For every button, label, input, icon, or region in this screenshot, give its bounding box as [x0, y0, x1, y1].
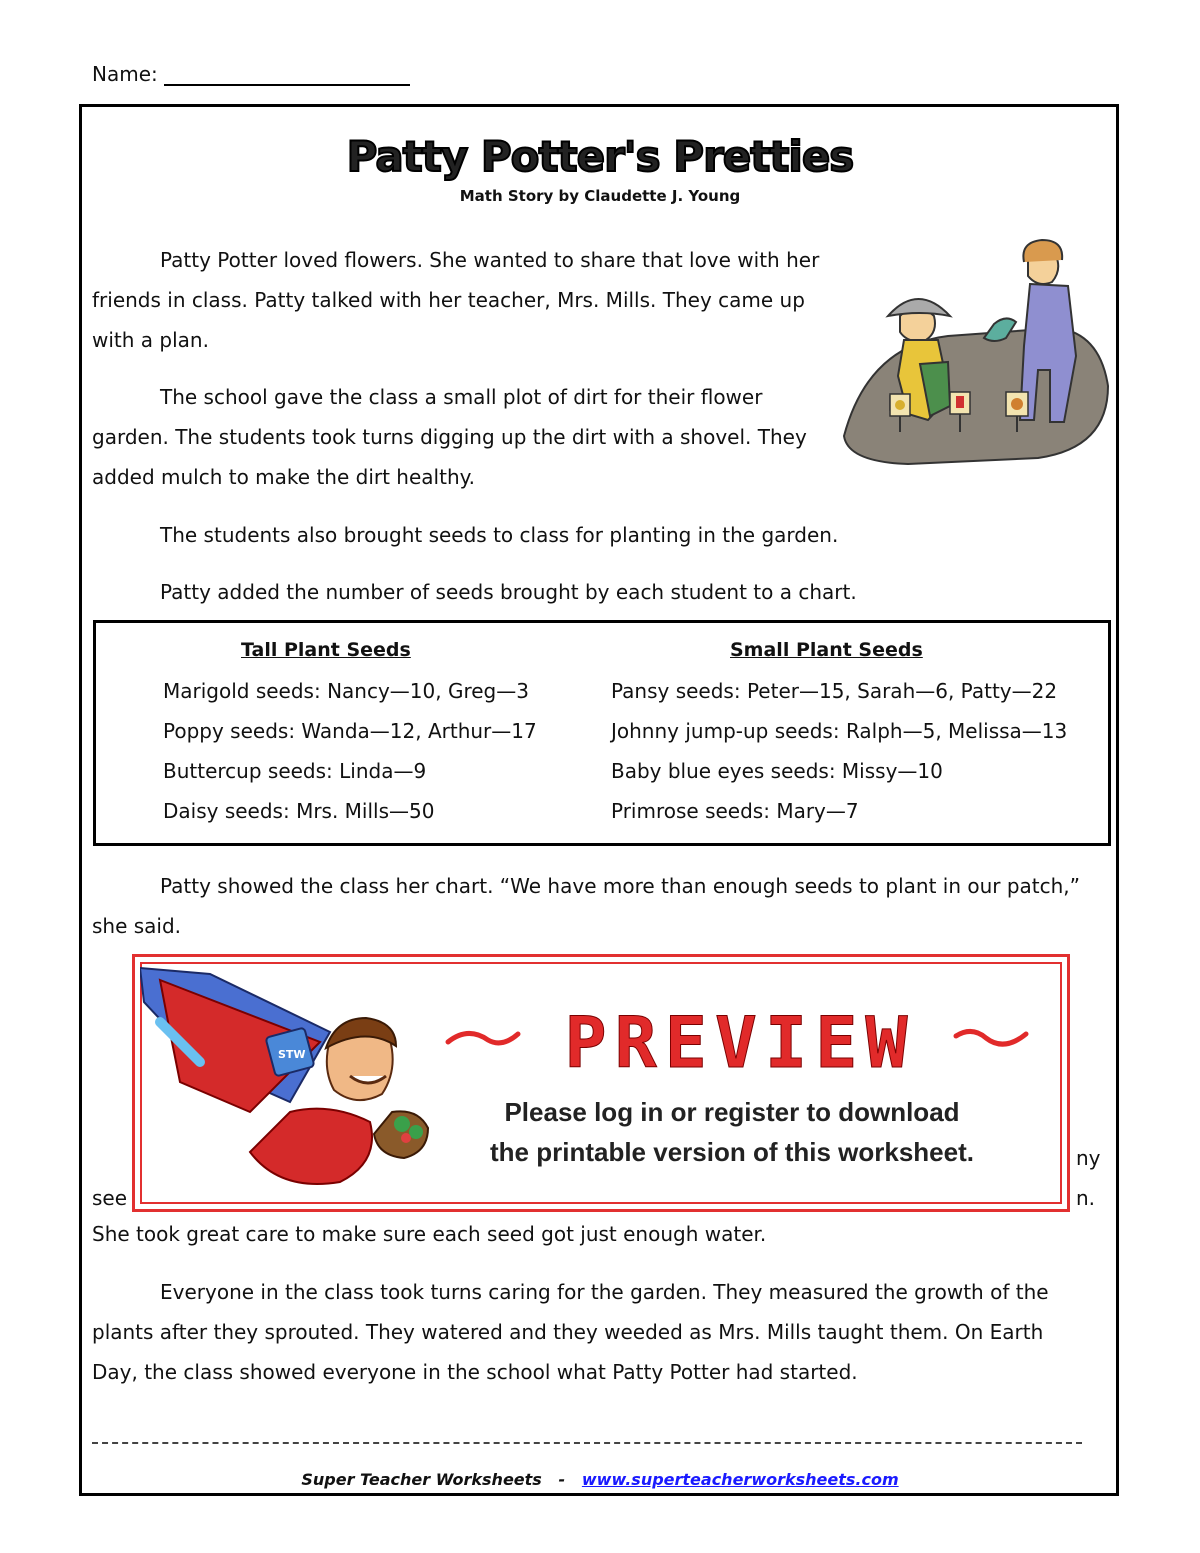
- clipped-text-right: n.: [1076, 1186, 1096, 1210]
- name-label: Name:: [92, 62, 158, 86]
- footer-separator: -: [558, 1470, 566, 1489]
- paragraph-2-text: The school gave the class a small plot of dirt for their flower garden. The students took turns digging up the dirt with a shovel. They added mulch to make the dirt healthy.: [92, 385, 807, 489]
- small-seed-row: Johnny jump-up seeds: Ralph—5, Melissa—13: [611, 719, 1068, 743]
- paragraph-7-text: Everyone in the class took turns caring for the garden. They measured the growth of the plants after they sprouted. They watered and they weeded as Mrs. Mills taught them. On Earth Day, the class showed everyone in the school what Patty Potter had started.: [92, 1280, 1049, 1384]
- paragraph-3-text: The students also brought seeds to class for planting in the garden.: [160, 523, 839, 547]
- preview-message-line-2: the printable version of this worksheet.: [490, 1137, 974, 1167]
- paragraph-7: [92, 1272, 1092, 1392]
- tall-seeds-heading: Tall Plant Seeds: [241, 639, 411, 661]
- preview-banner[interactable]: [132, 954, 1070, 1212]
- paragraph-4-text: Patty added the number of seeds brought by each student to a chart.: [160, 580, 857, 604]
- paragraph-5: [92, 866, 1092, 946]
- small-seed-row: Baby blue eyes seeds: Missy—10: [611, 759, 943, 783]
- page-subtitle: Math Story by Claudette J. Young: [459, 187, 741, 205]
- swoosh-left-icon: [444, 1024, 524, 1054]
- clipped-text-left: see: [92, 1186, 128, 1210]
- paragraph-1: [92, 240, 832, 360]
- paragraph-1-text: Patty Potter loved flowers. She wanted to share that love with her friends in class. Patty talked with her teacher, Mrs. Mills. They came up with a plan.: [92, 248, 820, 352]
- small-seed-row: Primrose seeds: Mary—7: [611, 799, 859, 823]
- seed-chart-box: [93, 620, 1111, 846]
- footer: [0, 1470, 1200, 1489]
- name-blank: [164, 64, 410, 86]
- superhero-mascot-icon: [140, 962, 440, 1204]
- tall-seed-row: Buttercup seeds: Linda—9: [163, 759, 427, 783]
- preview-message[interactable]: [432, 1092, 1032, 1172]
- gardening-kids-illustration: [838, 236, 1110, 470]
- paragraph-6-end-text: She took great care to make sure each seed got just enough water.: [92, 1222, 767, 1246]
- name-field-line: [92, 62, 410, 86]
- mascot-badge-text: STW: [278, 1048, 306, 1061]
- paragraph-5-text: Patty showed the class her chart. “We have more than enough seeds to plant in our patch,” she said.: [92, 874, 1081, 938]
- paragraph-2: [92, 377, 832, 497]
- footer-website-link[interactable]: www.superteacherworksheets.com: [581, 1470, 899, 1489]
- small-seed-row: Pansy seeds: Peter—15, Sarah—6, Patty—22: [611, 679, 1058, 703]
- footer-brand: Super Teacher Worksheets: [301, 1470, 542, 1489]
- paragraph-3: [92, 515, 1092, 555]
- tall-seed-row: Marigold seeds: Nancy—10, Greg—3: [163, 679, 529, 703]
- footer-divider: [92, 1442, 1082, 1444]
- paragraph-4: [92, 572, 1092, 612]
- small-seeds-heading: Small Plant Seeds: [730, 639, 923, 661]
- tall-seed-row: Poppy seeds: Wanda—12, Arthur—17: [163, 719, 537, 743]
- preview-heading: PREVIEW: [564, 1002, 916, 1084]
- swoosh-right-icon: [952, 1024, 1032, 1054]
- paragraph-6-end: [92, 1214, 1092, 1254]
- page-title: Patty Potter's Pretties: [346, 132, 854, 181]
- preview-message-line-1: Please log in or register to download: [504, 1097, 960, 1127]
- tall-seed-row: Daisy seeds: Mrs. Mills—50: [163, 799, 435, 823]
- clipped-text-right: ny: [1076, 1146, 1101, 1170]
